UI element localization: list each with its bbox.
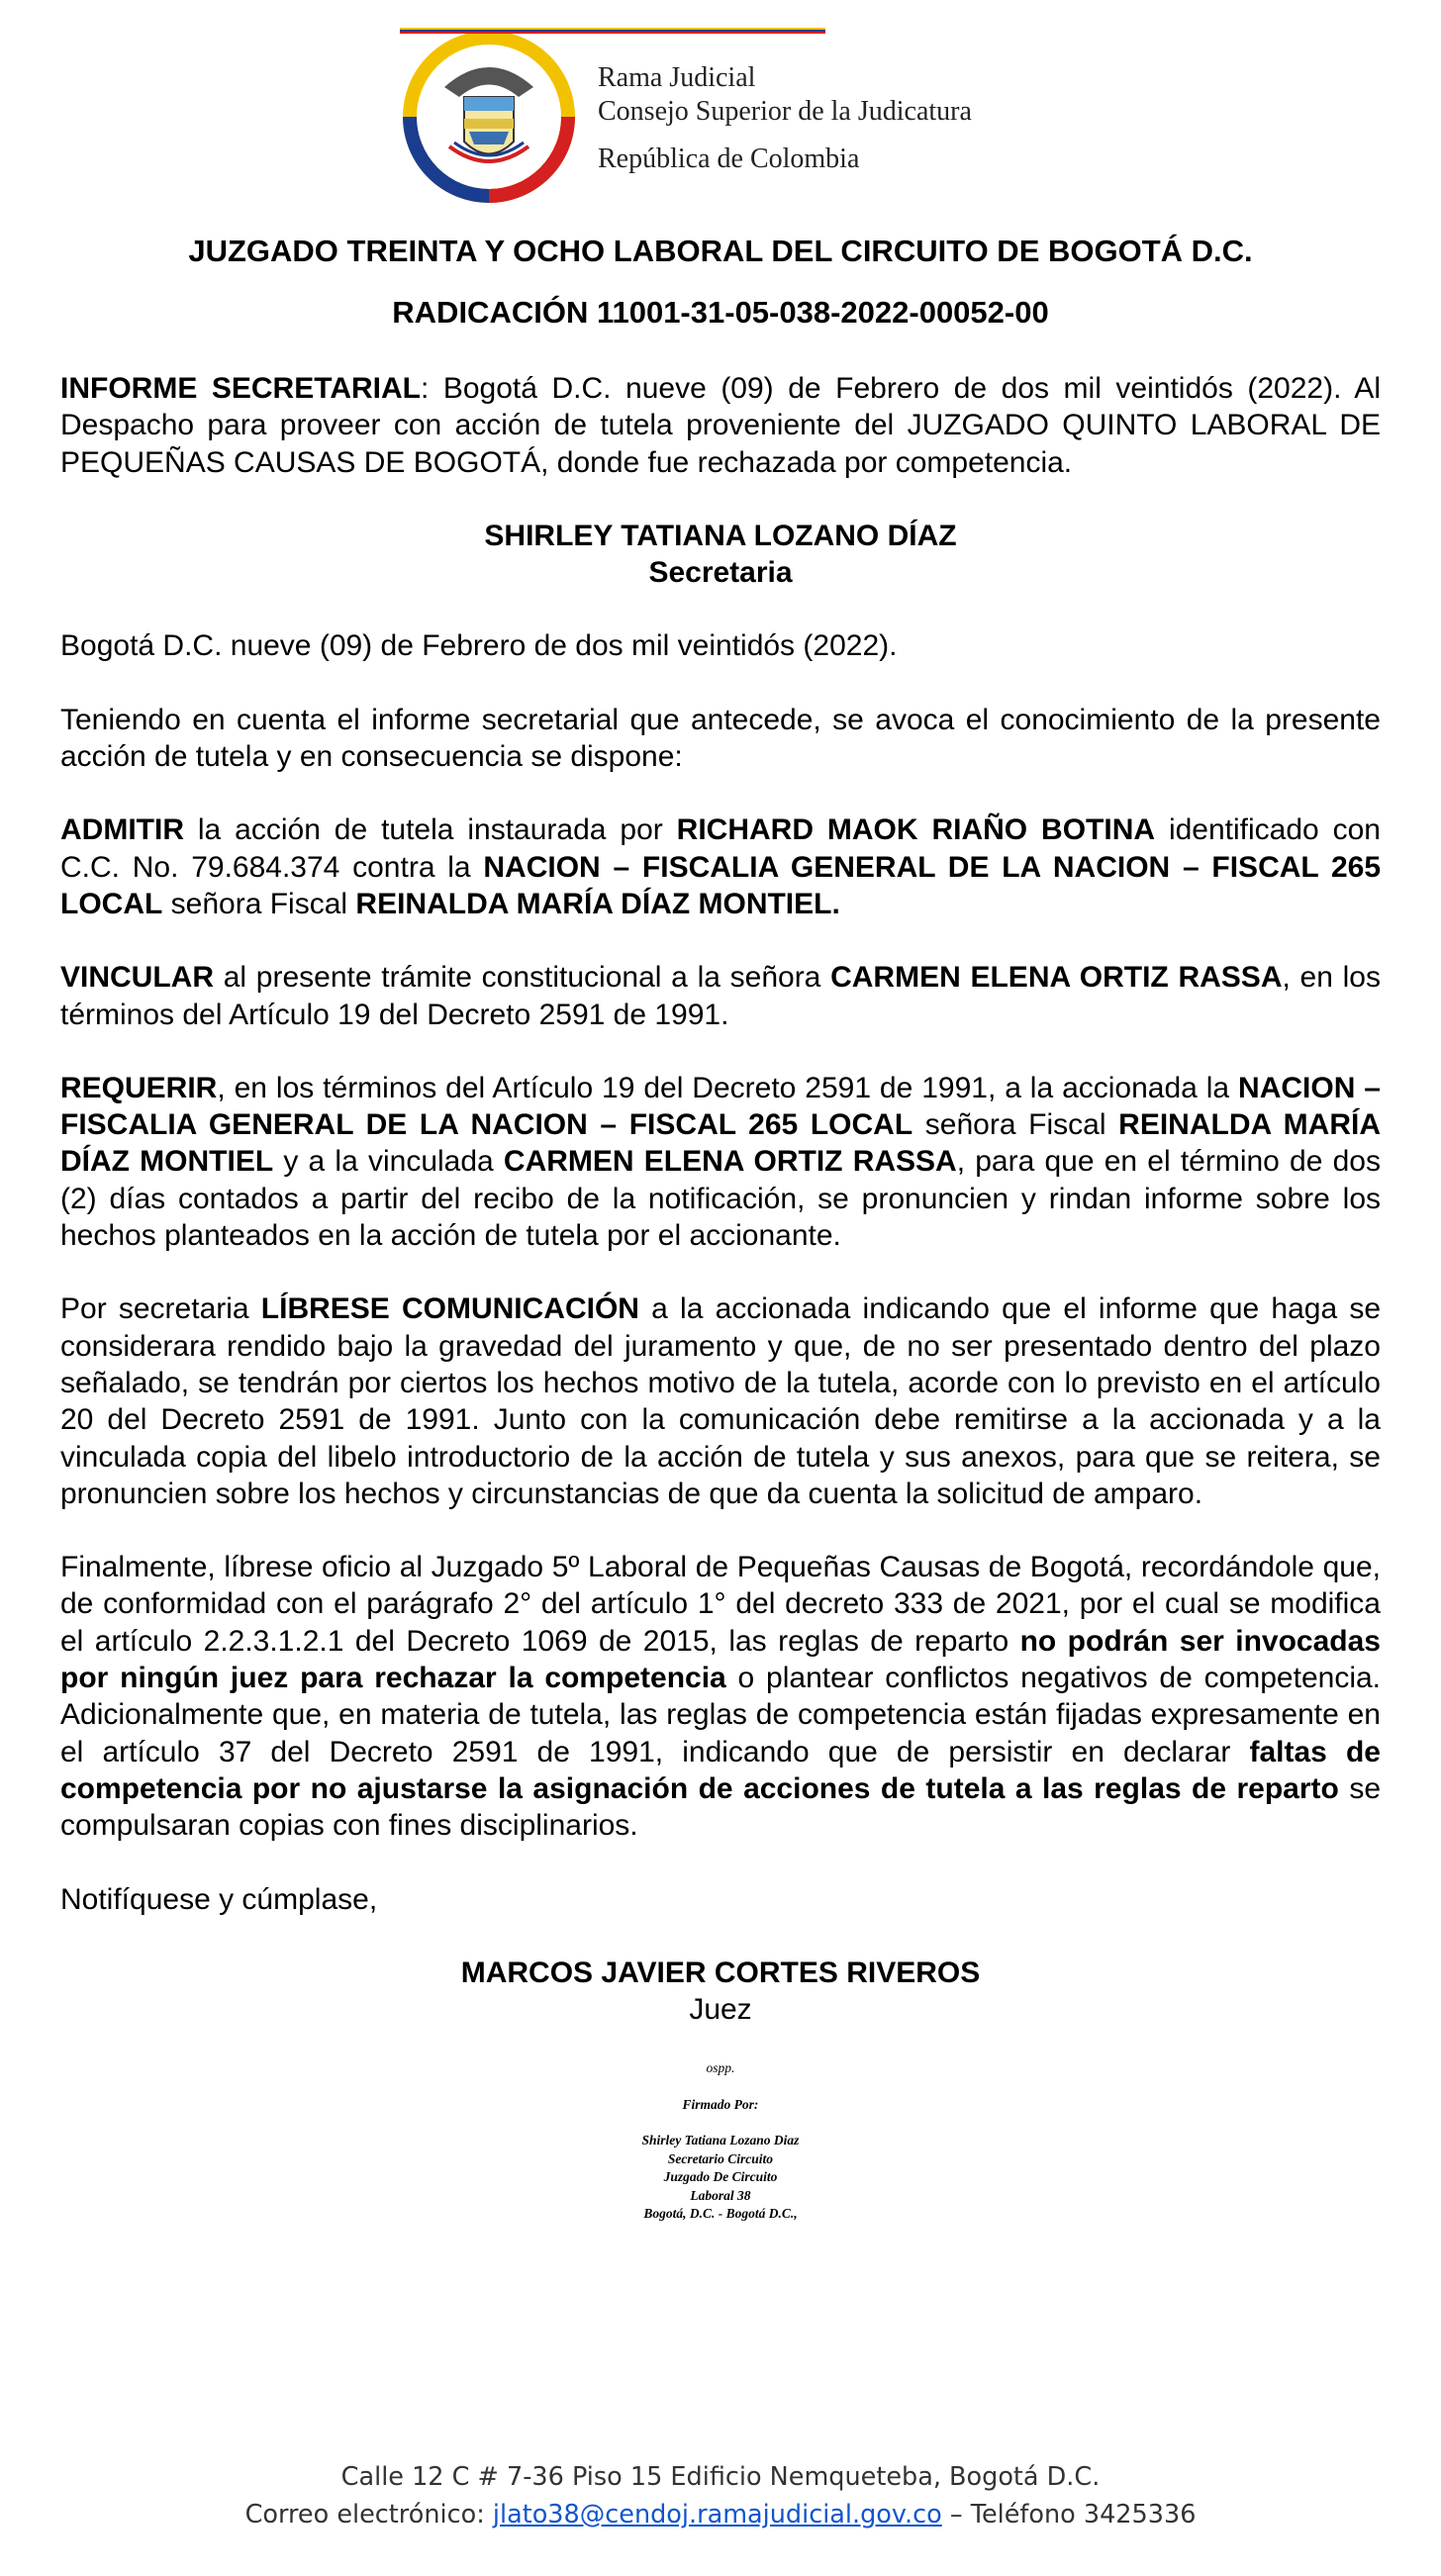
juez-name: MARCOS JAVIER CORTES RIVEROS: [460, 1956, 981, 1989]
secretaria-name: SHIRLEY TATIANA LOZANO DÍAZ: [484, 519, 957, 552]
court-title: JUZGADO TREINTA Y OCHO LABORAL DEL CIRCUITO DE BOGOTÁ D.C.: [188, 234, 1253, 268]
fecha-paragraph: Bogotá D.C. nueve (09) de Febrero de dos mil veintidós (2022).: [60, 629, 898, 663]
logo-line1: Rama Judicial: [598, 62, 756, 93]
document-body: [60, 370, 1381, 2224]
libres-paragraph: Por secretaria LÍBRESE COMUNICACIÓN a la accionada indicando que el informe que haga se considerara rendido bajo la gravedad del juramento y que, de no ser presentado dentro del plazo señalado, se tendrán por ciertos los hechos motivo de la tutela, acorde con lo previsto en el artículo 20 del Decreto 2591 de 1991. Junto con la comunicación debe remitirse a la accionada y a la vinculada copia del libelo introductorio de la acción de tutela y sus anexos, para que se reitera, se pronuncien sobre los hechos y circunstancias de que da cuenta la solicitud de amparo.: [60, 1292, 1382, 1510]
footer-contact: Correo electrónico: jlato38@cendoj.ramajudicial.gov.co – Teléfono 3425336: [244, 2500, 1197, 2529]
firma-line4: Laboral 38: [690, 2187, 751, 2203]
email-link[interactable]: jlato38@cendoj.ramajudicial.gov.co: [492, 2500, 942, 2529]
tricolor-rule: [400, 28, 825, 34]
logo-line3: República de Colombia: [598, 143, 860, 174]
vincular-paragraph: VINCULAR al presente trámite constitucional a la señora CARMEN ELENA ORTIZ RASSA, en los términos del Artículo 19 del Decreto 2591 de 1991.: [60, 961, 1381, 1031]
signature-block: [60, 2059, 1381, 2224]
logo-line2: Consejo Superior de la Judicatura: [598, 96, 972, 127]
header-logo: [400, 28, 1043, 206]
firmado-por: Firmado Por:: [682, 2096, 759, 2112]
logo-text: [598, 61, 972, 129]
ospp: ospp.: [706, 2060, 735, 2076]
informe-paragraph: INFORME SECRETARIAL: Bogotá D.C. nueve (09) de Febrero de dos mil veintidós (2022). Al Despacho para proveer con acción de tutela proveniente del JUZGADO QUINTO LABORAL DE PEQUEÑAS CAUSAS DE BOGOTÁ, donde fue rechazada por competencia.: [60, 372, 1381, 479]
finalmente-paragraph: Finalmente, líbrese oficio al Juzgado 5º Laboral de Pequeñas Causas de Bogotá, recordándole que, de conformidad con el parágrafo 2° del artículo 1° del decreto 333 de 2021, por el cual se modifica el artículo 2.2.3.1.2.1 del Decreto 1069 de 2015, las reglas de reparto no podrán ser invocadas por ningún juez para rechazar la competencia o plantear conflictos negativos de competencia. Adicionalmente que, en materia de tutela, las reglas de competencia están fijadas expresamente en el artículo 37 del Decreto 2591 de 1991, indicando que de persistir en declarar faltas de competencia por no ajustarse la asignación de acciones de tutela a las reglas de reparto se compulsaran copias con fines disciplinarios.: [60, 1551, 1382, 1843]
firma-line5: Bogotá, D.C. - Bogotá D.C.,: [643, 2206, 798, 2222]
secretaria-block: [60, 518, 1381, 592]
coat-of-arms-icon: [400, 28, 578, 206]
firma-line3: Juzgado De Circuito: [663, 2169, 778, 2185]
notifiquese: Notifíquese y cúmplase,: [60, 1882, 378, 1916]
requerir-paragraph: REQUERIR, en los términos del Artículo 19 del Decreto 2591 de 1991, a la accionada la NACION – FISCALIA GENERAL DE LA NACION – FISCAL 265 LOCAL señora Fiscal REINALDA MARÍA DÍAZ MONTIEL y a la vinculada CARMEN ELENA ORTIZ RASSA, para que en el término de dos (2) días contados a partir del recibo de la notificación, se pronuncien y rindan informe sobre los hechos planteados en la acción de tutela por el accionante.: [60, 1071, 1381, 1253]
footer-address: Calle 12 C # 7-36 Piso 15 Edificio Nemqueteba, Bogotá D.C.: [340, 2462, 1101, 2492]
admitir-paragraph: ADMITIR la acción de tutela instaurada por RICHARD MAOK RIAÑO BOTINA identificado con C.C. No. 79.684.374 contra la NACION – FISCALIA GENERAL DE LA NACION – FISCAL 265 LOCAL señora Fiscal REINALDA MARÍA DÍAZ MONTIEL.: [60, 813, 1381, 920]
secretaria-role: Secretaria: [648, 556, 793, 590]
teniendo-paragraph: Teniendo en cuenta el informe secretarial que antecede, se avoca el conocimiento de la presente acción de tutela y en consecuencia se dispone:: [60, 703, 1381, 774]
firma-line2: Secretario Circuito: [667, 2150, 774, 2166]
firma-line1: Shirley Tatiana Lozano Diaz: [641, 2133, 800, 2148]
juez-role: Juez: [689, 1993, 752, 2027]
radicacion: RADICACIÓN 11001-31-05-038-2022-00052-00: [392, 295, 1049, 330]
